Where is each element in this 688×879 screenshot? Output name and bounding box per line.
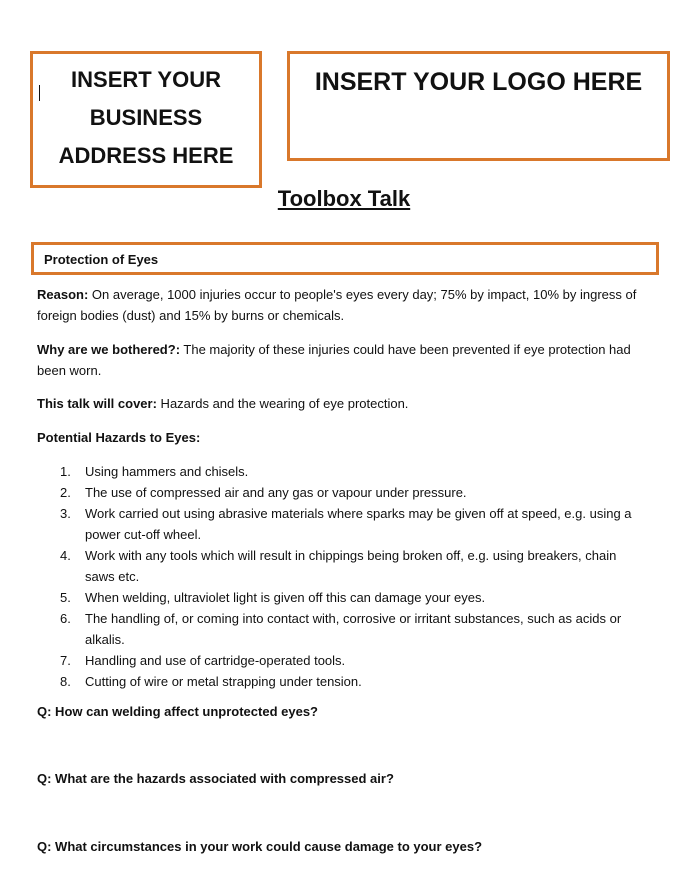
reason-paragraph bbox=[37, 284, 647, 326]
logo-placeholder-text: INSERT YOUR LOGO HERE bbox=[314, 68, 643, 96]
hazard-item: 4. Work with any tools which will result in chippings being broken off, e.g. using breakers, chain saws etc. bbox=[60, 548, 617, 584]
document-title: Toolbox Talk bbox=[277, 186, 411, 211]
hazard-item: 6. The handling of, or coming into contact with, corrosive or irritant substances, such as acids or alkalis. bbox=[60, 611, 622, 647]
hazard-item: 1. Using hammers and chisels. bbox=[60, 464, 249, 479]
cover-paragraph bbox=[37, 393, 647, 414]
hazards-heading: Potential Hazards to Eyes: bbox=[37, 430, 201, 445]
address-line-2: BUSINESS bbox=[89, 105, 203, 130]
hazard-item: 3. Work carried out using abrasive materials where sparks may be given off at speed, e.g. using a power cut-off wheel. bbox=[60, 506, 632, 542]
text-cursor bbox=[39, 85, 40, 101]
why-paragraph bbox=[37, 339, 647, 381]
address-line-1: INSERT YOUR bbox=[71, 67, 221, 92]
why-label: Why are we bothered?: bbox=[37, 342, 181, 357]
hazard-item: 8. Cutting of wire or metal strapping under tension. bbox=[60, 674, 362, 689]
cover-label: This talk will cover: bbox=[37, 396, 157, 411]
topic-box bbox=[31, 242, 659, 275]
hazard-list bbox=[37, 461, 647, 692]
reason-text: On average, 1000 injuries occur to people's eyes every day; 75% by impact, 10% by ingress of foreign bodies (dust) and 15% by burns or chemicals. bbox=[37, 287, 637, 323]
business-address-placeholder bbox=[30, 51, 262, 188]
address-line-3: ADDRESS HERE bbox=[58, 143, 234, 168]
question-3: Q: What circumstances in your work could cause damage to your eyes? bbox=[37, 839, 483, 854]
hazard-item: 5. When welding, ultraviolet light is given off this can damage your eyes. bbox=[60, 590, 486, 605]
question-2: Q: What are the hazards associated with compressed air? bbox=[37, 771, 394, 786]
hazard-item: 7. Handling and use of cartridge-operated tools. bbox=[60, 653, 346, 668]
hazard-item: 2. The use of compressed air and any gas or vapour under pressure. bbox=[60, 485, 467, 500]
logo-placeholder bbox=[287, 51, 670, 161]
question-1: Q: How can welding affect unprotected eyes? bbox=[37, 704, 318, 719]
why-text: The majority of these injuries could have been prevented if eye protection had been worn. bbox=[37, 342, 631, 378]
reason-label: Reason: bbox=[37, 287, 89, 302]
cover-text: Hazards and the wearing of eye protection. bbox=[156, 396, 409, 411]
topic-text: Protection of Eyes bbox=[44, 252, 159, 267]
